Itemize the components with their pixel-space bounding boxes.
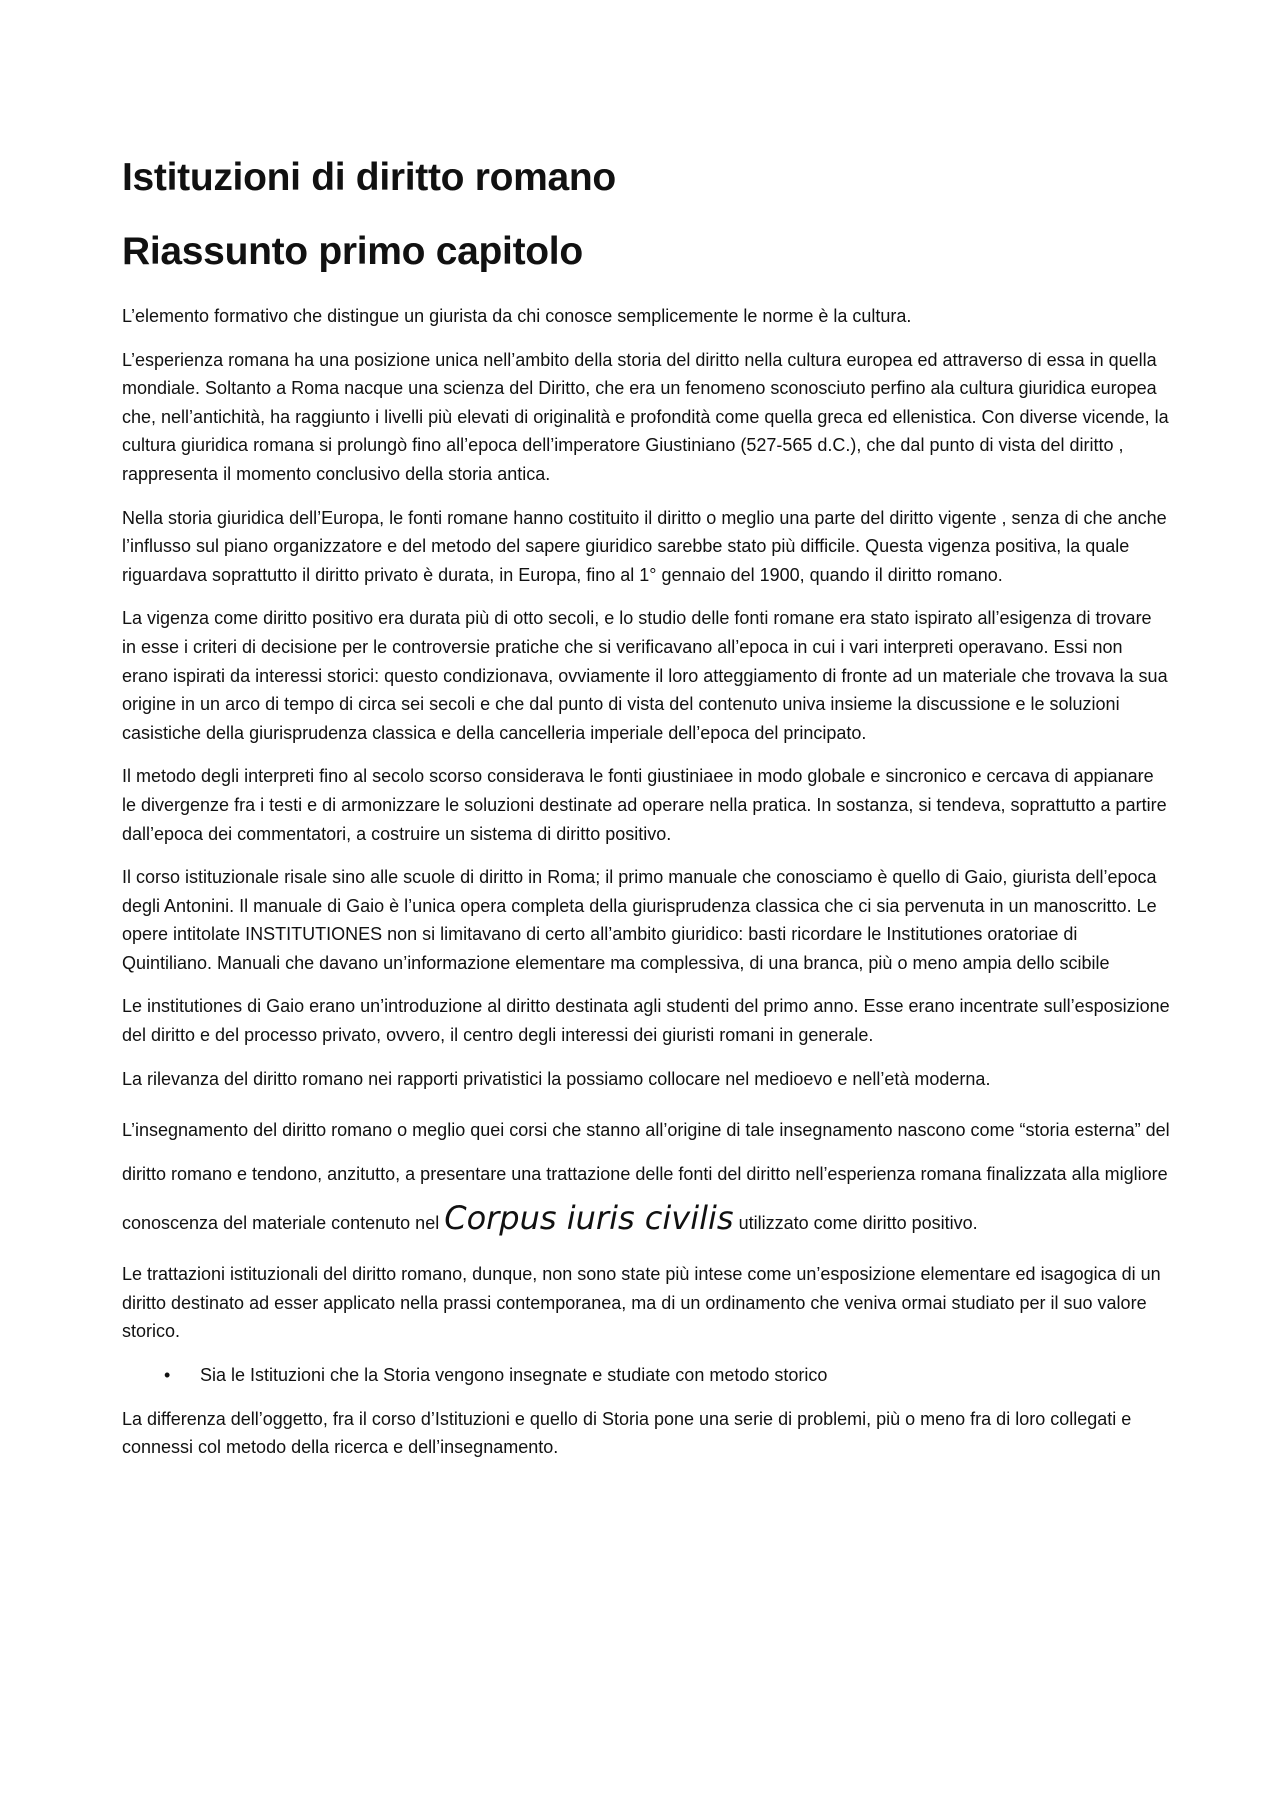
- paragraph-1: L’elemento formativo che distingue un giurista da chi conosce semplicemente le norme è la cultura.: [122, 306, 912, 326]
- bullet-icon: •: [164, 1365, 171, 1386]
- paragraph-2: L’esperienza romana ha una posizione unica nell’ambito della storia del diritto nella cultura europea ed attraverso di essa in quella mondiale. Soltanto a Roma nacque una scienza del Diritto, che era un fenomeno sconosciuto perfino ala cultura giuridica europea che, nell’antichità, ha raggiunto i livelli più elevati di originalità e profondità come quella greca ed ellenistica. Con diverse vicende, la cultura giuridica romana si prolungò fino all’epoca dell’imperatore Giustiniano (527-565 d.C.), che dal punto di vista del diritto , rappresenta il momento conclusivo della storia antica.: [122, 349, 1169, 484]
- paragraph-after-corpus: Le trattazioni istituzionali del diritto romano, dunque, non sono state più intese come un’esposizione elementare ed isagogica di un diritto destinato ad esser applicato nella prassi contemporanea, ma di un ordinamento che veniva ormai studiato per il suo valore storico.: [122, 1264, 1161, 1342]
- corpus-text-before: L’insegnamento del diritto romano o meglio quei corsi che stanno all’origine di tale insegnamento nascono come “storia esterna” del diritto romano e tendono, anzitutto, a presentare una trattazione delle fonti del diritto nell’esperienza romana finalizzata alla migliore conoscenza del materiale contenuto nel: [122, 1120, 1170, 1234]
- bullet-item: [122, 1361, 1170, 1390]
- document-title: Istituzioni di diritto romano: [122, 156, 616, 199]
- corpus-iuris-civilis-emphasis: Corpus iuris civilis: [444, 1199, 734, 1238]
- paragraph-4: La vigenza come diritto positivo era durata più di otto secoli, e lo studio delle fonti romane era stato ispirato all’esigenza di trovare in esse i criteri di decisione per le controversie pratiche che si verificavano all’epoca in cui i vari interpreti operavano. Essi non erano ispirati da interessi storici: questo condizionava, ovviamente il loro atteggiamento di fronte ad un materiale che trovava la sua origine in un arco di tempo di circa sei secoli e che dal punto di vista del contenuto univa insieme la discussione e le soluzioni casistiche della giurisprudenza classica e della cancelleria imperiale dell’epoca del principato.: [122, 608, 1168, 743]
- paragraph-corpus: [122, 1108, 1170, 1245]
- closing-paragraph: La differenza dell’oggetto, fra il corso d’Istituzioni e quello di Storia pone una serie di problemi, più o meno fra di loro collegati e connessi col metodo della ricerca e dell’insegnamento.: [122, 1408, 1132, 1458]
- document-subtitle: Riassunto primo capitolo: [122, 230, 583, 273]
- paragraph-8: La rilevanza del diritto romano nei rapporti privatistici la possiamo collocare nel medioevo e nell’età moderna.: [122, 1068, 991, 1089]
- corpus-text-after: utilizzato come diritto positivo.: [733, 1213, 978, 1234]
- paragraph-7: Le institutiones di Gaio erano un’introduzione al diritto destinata agli studenti del primo anno. Esse erano incentrate sull’esposizione del diritto e del processo privato, ovvero, il centro degli interessi dei giuristi romani in generale.: [122, 996, 1170, 1046]
- paragraph-3: Nella storia giuridica dell’Europa, le fonti romane hanno costituito il diritto o meglio una parte del diritto vigente , senza di che anche l’influsso sul piano organizzatore e del metodo del sapere giuridico sarebbe stato più difficile. Questa vigenza positiva, la quale riguardava soprattutto il diritto privato è durata, in Europa, fino al 1° gennaio del 1900, quando il diritto romano.: [122, 507, 1167, 585]
- paragraph-6: Il corso istituzionale risale sino alle scuole di diritto in Roma; il primo manuale che conosciamo è quello di Gaio, giurista dell’epoca degli Antonini. Il manuale di Gaio è l’unica opera completa della giurisprudenza classica che ci sia pervenuta in un manoscritto. Le opere intitolate INSTITUTIONES non si limitavano di certo all’ambito giuridico: basti ricordare le Institutiones oratoriae di Quintiliano. Manuali che davano un’informazione elementare ma complessiva, di una branca, più o meno ampia dello scibile: [122, 867, 1157, 973]
- paragraph-5: Il metodo degli interpreti fino al secolo scorso considerava le fonti giustiniaee in modo globale e sincronico e cercava di appianare le divergenze fra i testi e di armonizzare le soluzioni destinate ad operare nella pratica. In sostanza, si tendeva, soprattutto a partire dall’epoca dei commentatori, a costruire un sistema di diritto positivo.: [122, 766, 1167, 844]
- bullet-text: Sia le Istituzioni che la Storia vengono insegnate e studiate con metodo storico: [200, 1365, 828, 1386]
